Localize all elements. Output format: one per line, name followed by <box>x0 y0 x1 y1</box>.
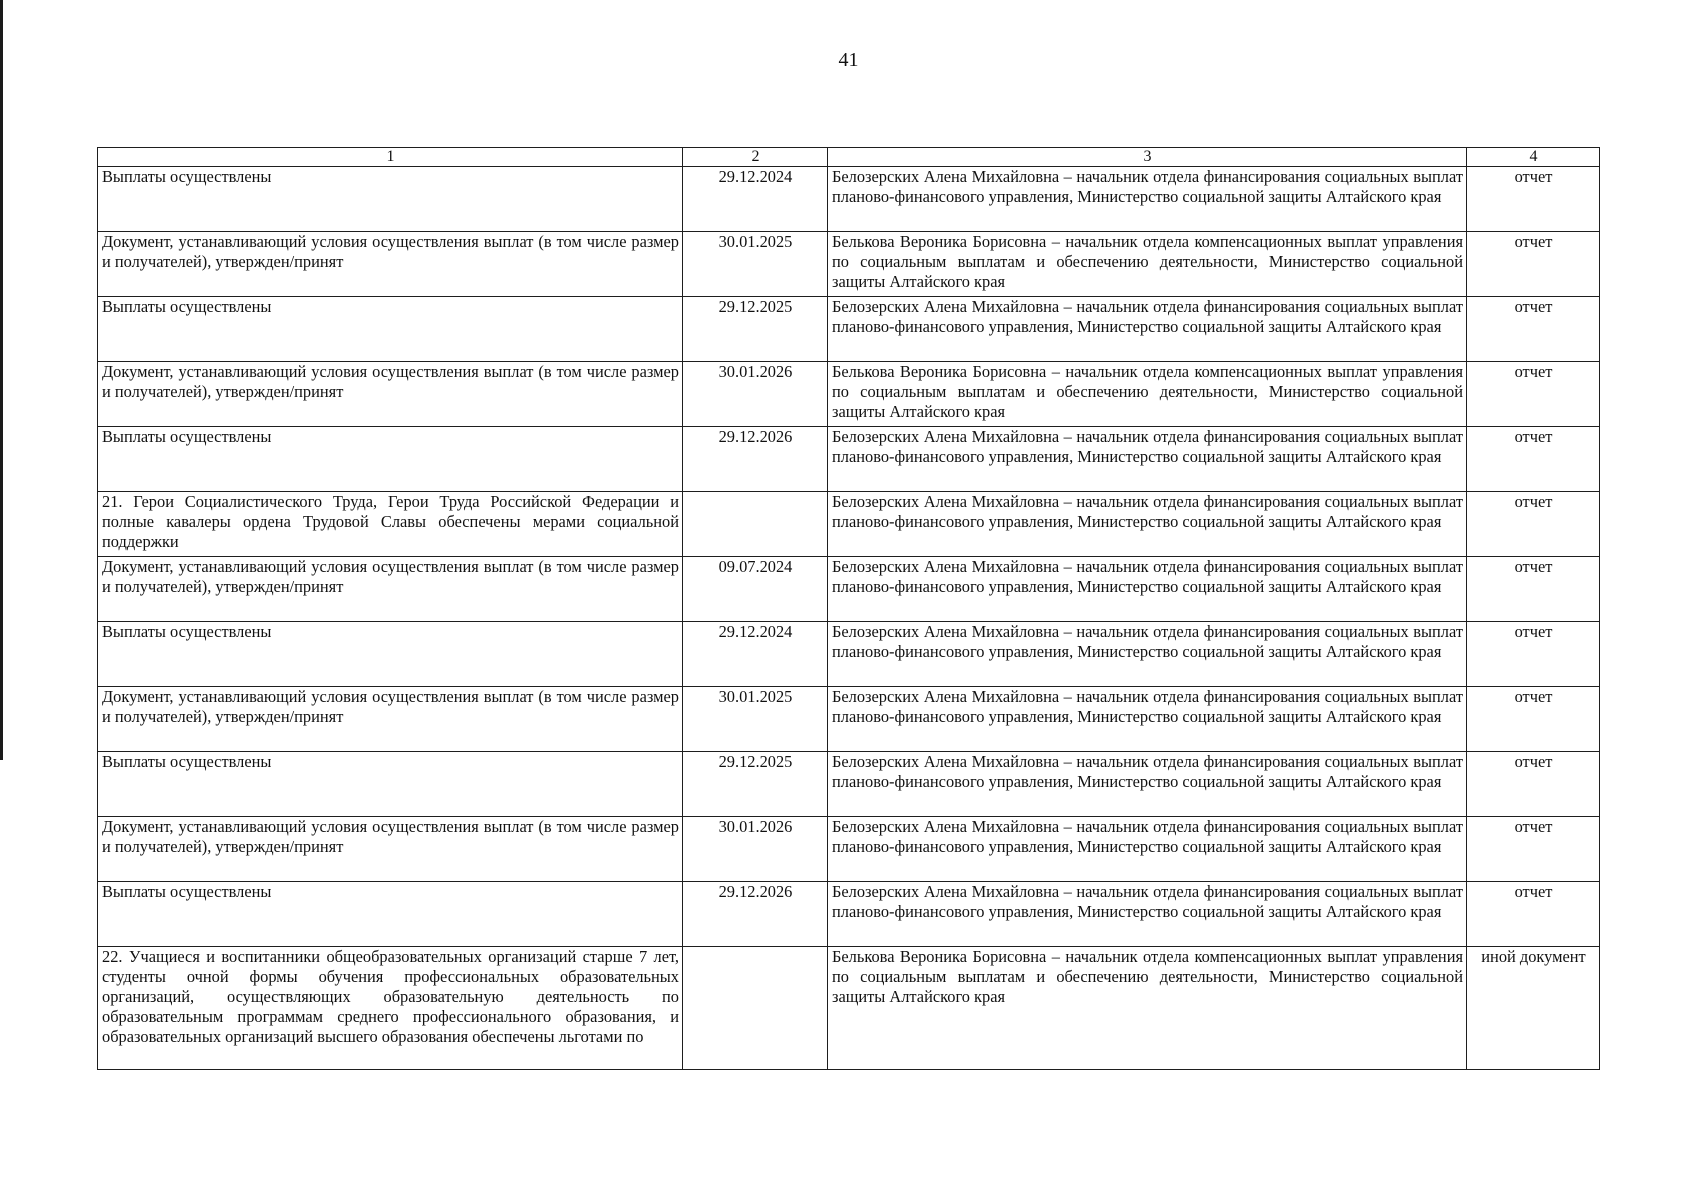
event-cell: Выплаты осуществлены <box>98 752 683 817</box>
column-number-1: 1 <box>98 148 683 167</box>
table-row-section-21 <box>98 492 1600 557</box>
table-header-row <box>98 148 1600 167</box>
table-row <box>98 882 1600 947</box>
column-number-4: 4 <box>1467 148 1600 167</box>
section-title-cell: 22. Учащиеся и воспитанники общеобразовательных организаций старше 7 лет, студенты очной формы обучения профессиональных образовательных организаций, осуществляющих образовательную деятельность по образовательным программам среднего профессионального образования, и образовательных организаций высшего образования обеспечены льготами по <box>98 947 683 1070</box>
table-row <box>98 232 1600 297</box>
responsible-cell: Белозерских Алена Михайловна – начальник отдела финансирования социальных выплат планово-финансового управления, Министерство социальной защиты Алтайского края <box>828 557 1467 622</box>
table-row <box>98 297 1600 362</box>
document-type-cell: отчет <box>1467 622 1600 687</box>
responsible-cell: Белозерских Алена Михайловна – начальник отдела финансирования социальных выплат планово-финансового управления, Министерство социальной защиты Алтайского края <box>828 882 1467 947</box>
date-cell: 09.07.2024 <box>683 557 828 622</box>
responsible-cell: Белозерских Алена Михайловна – начальник отдела финансирования социальных выплат планово-финансового управления, Министерство социальной защиты Алтайского края <box>828 492 1467 557</box>
plan-table <box>97 147 1600 1070</box>
responsible-cell: Белозерских Алена Михайловна – начальник отдела финансирования социальных выплат планово-финансового управления, Министерство социальной защиты Алтайского края <box>828 297 1467 362</box>
scan-edge-line <box>0 0 3 760</box>
table-row <box>98 557 1600 622</box>
column-number-3: 3 <box>828 148 1467 167</box>
document-type-cell: отчет <box>1467 492 1600 557</box>
responsible-cell: Белозерских Алена Михайловна – начальник отдела финансирования социальных выплат планово-финансового управления, Министерство социальной защиты Алтайского края <box>828 752 1467 817</box>
table-row <box>98 687 1600 752</box>
table-row <box>98 817 1600 882</box>
table-row <box>98 362 1600 427</box>
document-type-cell: отчет <box>1467 817 1600 882</box>
section-title-cell: 21. Герои Социалистического Труда, Герои Труда Российской Федерации и полные кавалеры ордена Трудовой Славы обеспечены мерами социальной поддержки <box>98 492 683 557</box>
table-row <box>98 167 1600 232</box>
event-cell: Документ, устанавливающий условия осуществления выплат (в том числе размер и получателей), утвержден/принят <box>98 232 683 297</box>
date-cell: 29.12.2025 <box>683 297 828 362</box>
document-type-cell: отчет <box>1467 427 1600 492</box>
event-cell: Выплаты осуществлены <box>98 297 683 362</box>
responsible-cell: Белозерских Алена Михайловна – начальник отдела финансирования социальных выплат планово-финансового управления, Министерство социальной защиты Алтайского края <box>828 427 1467 492</box>
document-type-cell: отчет <box>1467 882 1600 947</box>
responsible-cell: Белозерских Алена Михайловна – начальник отдела финансирования социальных выплат планово-финансового управления, Министерство социальной защиты Алтайского края <box>828 622 1467 687</box>
document-type-cell: иной документ <box>1467 947 1600 1070</box>
document-type-cell: отчет <box>1467 557 1600 622</box>
responsible-cell: Белькова Вероника Борисовна – начальник отдела компенсационных выплат управления по социальным выплатам и обеспечению деятельности, Министерство социальной защиты Алтайского края <box>828 362 1467 427</box>
column-number-2: 2 <box>683 148 828 167</box>
date-cell: 30.01.2025 <box>683 687 828 752</box>
date-cell: 30.01.2025 <box>683 232 828 297</box>
event-cell: Выплаты осуществлены <box>98 427 683 492</box>
date-cell: 30.01.2026 <box>683 817 828 882</box>
document-type-cell: отчет <box>1467 232 1600 297</box>
table-row-section-22 <box>98 947 1600 1070</box>
event-cell: Документ, устанавливающий условия осуществления выплат (в том числе размер и получателей), утвержден/принят <box>98 817 683 882</box>
responsible-cell: Белькова Вероника Борисовна – начальник отдела компенсационных выплат управления по социальным выплатам и обеспечению деятельности, Министерство социальной защиты Алтайского края <box>828 947 1467 1070</box>
responsible-cell: Белозерских Алена Михайловна – начальник отдела финансирования социальных выплат планово-финансового управления, Министерство социальной защиты Алтайского края <box>828 687 1467 752</box>
document-type-cell: отчет <box>1467 297 1600 362</box>
table-row <box>98 427 1600 492</box>
date-cell: 29.12.2024 <box>683 167 828 232</box>
table-row <box>98 622 1600 687</box>
event-cell: Документ, устанавливающий условия осуществления выплат (в том числе размер и получателей), утвержден/принят <box>98 557 683 622</box>
responsible-cell: Белькова Вероника Борисовна – начальник отдела компенсационных выплат управления по социальным выплатам и обеспечению деятельности, Министерство социальной защиты Алтайского края <box>828 232 1467 297</box>
document-type-cell: отчет <box>1467 167 1600 232</box>
event-cell: Выплаты осуществлены <box>98 882 683 947</box>
event-cell: Документ, устанавливающий условия осуществления выплат (в том числе размер и получателей), утвержден/принят <box>98 362 683 427</box>
event-cell: Документ, устанавливающий условия осуществления выплат (в том числе размер и получателей), утвержден/принят <box>98 687 683 752</box>
document-type-cell: отчет <box>1467 752 1600 817</box>
page-number: 41 <box>838 49 859 71</box>
event-cell: Выплаты осуществлены <box>98 622 683 687</box>
document-type-cell: отчет <box>1467 362 1600 427</box>
table-row <box>98 752 1600 817</box>
event-cell: Выплаты осуществлены <box>98 167 683 232</box>
date-cell <box>683 492 828 557</box>
date-cell <box>683 947 828 1070</box>
document-type-cell: отчет <box>1467 687 1600 752</box>
responsible-cell: Белозерских Алена Михайловна – начальник отдела финансирования социальных выплат планово-финансового управления, Министерство социальной защиты Алтайского края <box>828 167 1467 232</box>
date-cell: 30.01.2026 <box>683 362 828 427</box>
date-cell: 29.12.2026 <box>683 882 828 947</box>
responsible-cell: Белозерских Алена Михайловна – начальник отдела финансирования социальных выплат планово-финансового управления, Министерство социальной защиты Алтайского края <box>828 817 1467 882</box>
date-cell: 29.12.2025 <box>683 752 828 817</box>
date-cell: 29.12.2024 <box>683 622 828 687</box>
date-cell: 29.12.2026 <box>683 427 828 492</box>
